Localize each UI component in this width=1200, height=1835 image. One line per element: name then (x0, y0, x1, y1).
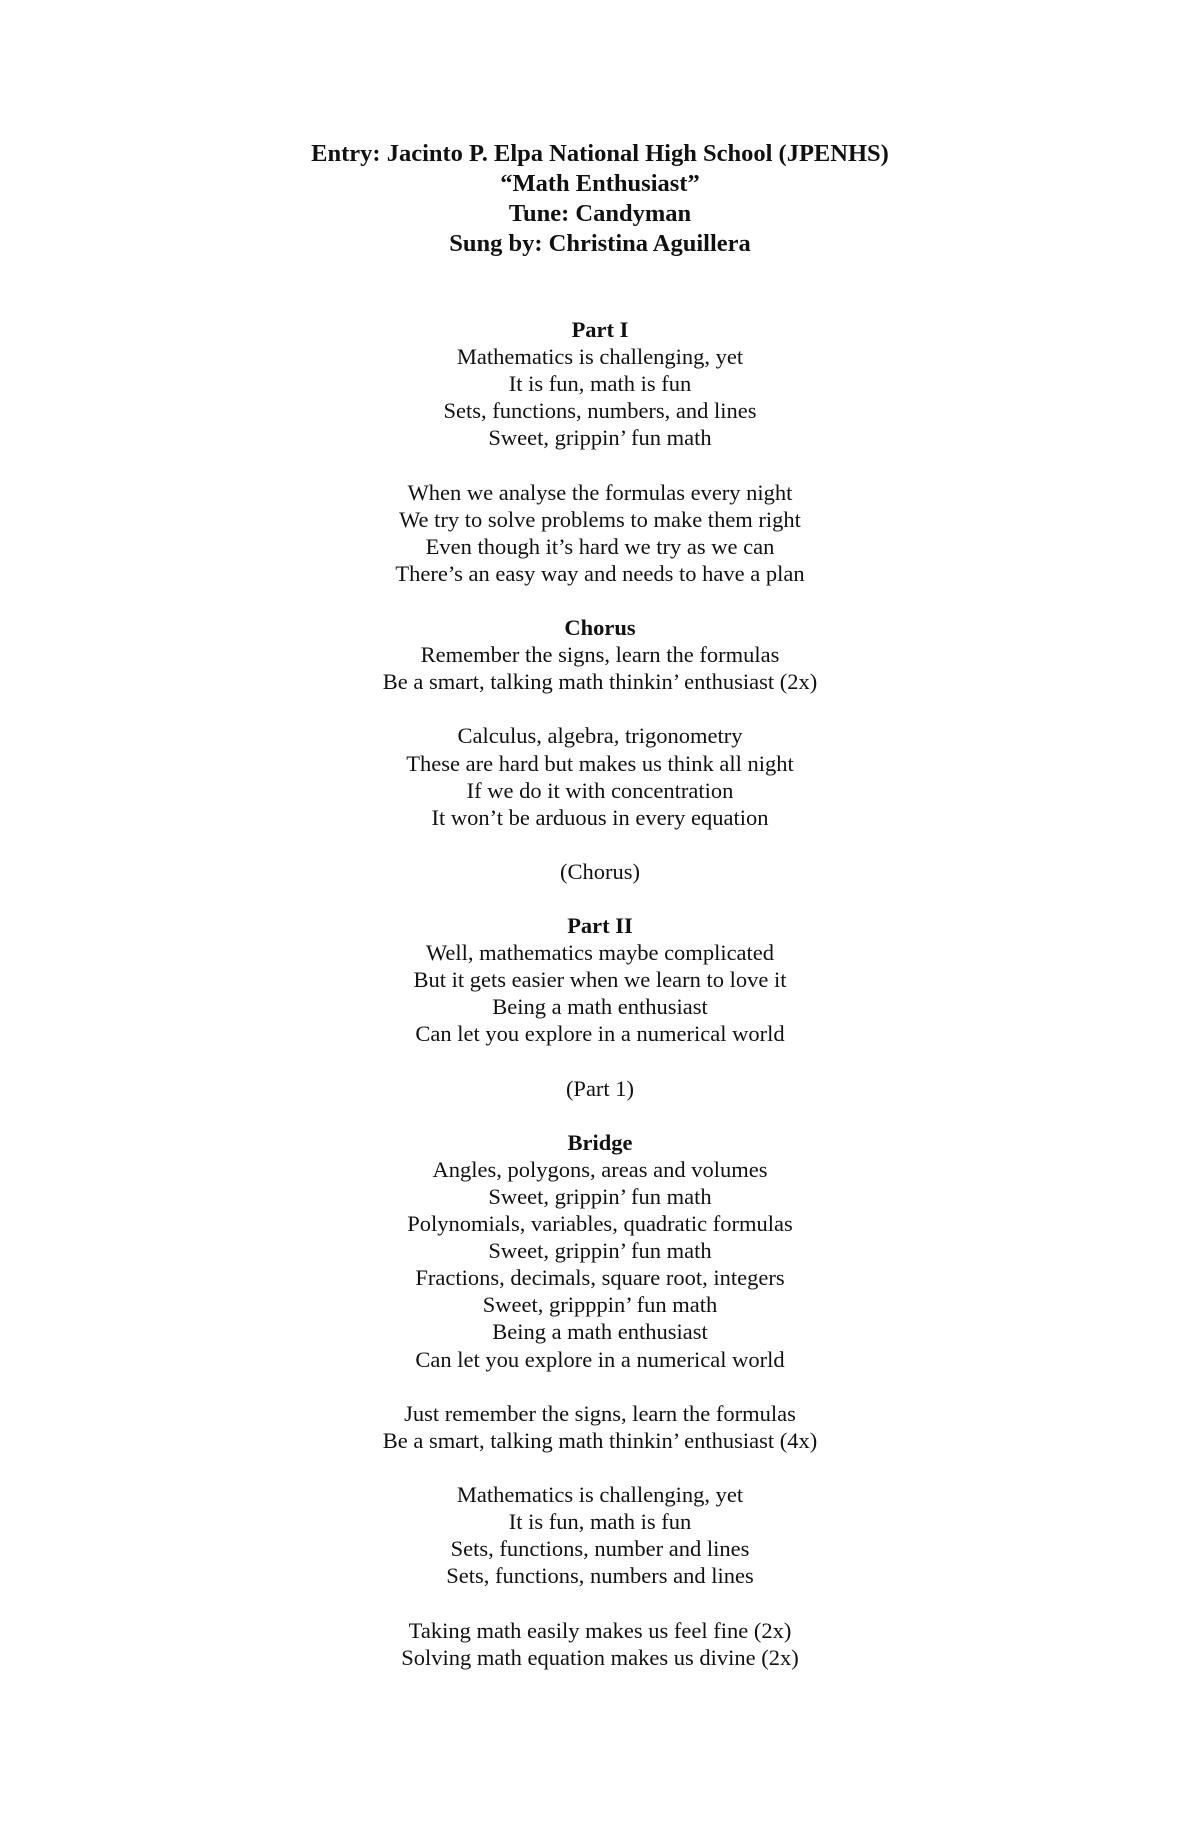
verse-3-section (0, 722, 1200, 830)
lyric-line: Angles, polygons, areas and volumes (432, 1156, 768, 1182)
part-2-heading: Part II (567, 913, 633, 939)
entry-line: Entry: Jacinto P. Elpa National High School (JPENHS) (311, 140, 889, 167)
part-1-heading: Part I (571, 317, 629, 342)
lyrics-body (0, 316, 1200, 1671)
lyric-line: Being a math enthusiast (492, 1319, 708, 1345)
lyric-line: Mathematics is challenging, yet (456, 1482, 744, 1508)
verse-2-section (0, 479, 1200, 587)
bridge-section (0, 1129, 1200, 1373)
lyric-line: Calculus, algebra, trigonometry (457, 723, 743, 749)
bridge-heading: Bridge (567, 1129, 633, 1155)
lyric-line: Just remember the signs, learn the formulas (404, 1400, 796, 1426)
lyric-line: Remember the signs, learn the formulas (420, 642, 780, 668)
lyric-line: But it gets easier when we learn to love it (413, 967, 787, 993)
lyric-line: Fractions, decimals, square root, integers (415, 1265, 785, 1291)
lyric-line: Be a smart, talking math thinkin’ enthusiast (2x) (382, 669, 818, 695)
lyric-line: Being a math enthusiast (492, 994, 708, 1020)
part-1-reference: (Part 1) (565, 1075, 635, 1101)
lyric-line: It is fun, math is fun (508, 371, 692, 397)
chorus-heading: Chorus (564, 615, 636, 641)
lyric-line: These are hard but makes us think all night (406, 750, 794, 776)
verse-6-section (0, 1481, 1200, 1589)
lyric-line: Be a smart, talking math thinkin’ enthusiast (4x) (382, 1427, 818, 1453)
sung-by-line: Sung by: Christina Aguillera (449, 230, 751, 257)
lyric-line: Solving math equation makes us divine (2x) (401, 1644, 799, 1670)
lyric-line: Sweet, grippin’ fun math (488, 425, 712, 451)
lyric-line: Sets, functions, number and lines (450, 1536, 750, 1562)
lyric-line: Well, mathematics maybe complicated (425, 940, 775, 966)
song-header (0, 139, 1200, 259)
chorus-section (0, 614, 1200, 695)
lyric-line: Taking math easily makes us feel fine (2x) (408, 1617, 792, 1643)
lyric-line: Polynomials, variables, quadratic formulas (407, 1211, 793, 1237)
lyric-line: Sweet, grippin’ fun math (488, 1238, 712, 1264)
lyric-line: We try to solve problems to make them right (399, 506, 801, 532)
verse-5-section (0, 1400, 1200, 1454)
outro-section (0, 1617, 1200, 1671)
lyric-line: When we analyse the formulas every night (407, 479, 793, 505)
chorus-reference: (Chorus) (560, 858, 640, 884)
song-title: “Math Enthusiast” (500, 170, 700, 197)
lyric-line: Sets, functions, numbers, and lines (443, 398, 757, 424)
lyric-line: If we do it with concentration (466, 777, 734, 803)
lyric-line: Sets, functions, numbers and lines (446, 1563, 754, 1589)
part-2-section (0, 912, 1200, 1047)
lyric-line: It is fun, math is fun (508, 1509, 692, 1535)
lyric-line: Can let you explore in a numerical world (415, 1346, 785, 1372)
lyric-line: Sweet, grippin’ fun math (488, 1184, 712, 1209)
tune-line: Tune: Candyman (508, 200, 692, 227)
lyric-line: Can let you explore in a numerical world (415, 1021, 785, 1047)
lyric-line: There’s an easy way and needs to have a plan (395, 560, 805, 586)
lyric-line: It won’t be arduous in every equation (431, 804, 769, 830)
lyric-line: Even though it’s hard we try as we can (425, 533, 775, 559)
lyric-line: Sweet, gripppin’ fun math (482, 1292, 718, 1318)
lyric-line: Mathematics is challenging, yet (456, 344, 744, 370)
part-1-section (0, 316, 1200, 451)
